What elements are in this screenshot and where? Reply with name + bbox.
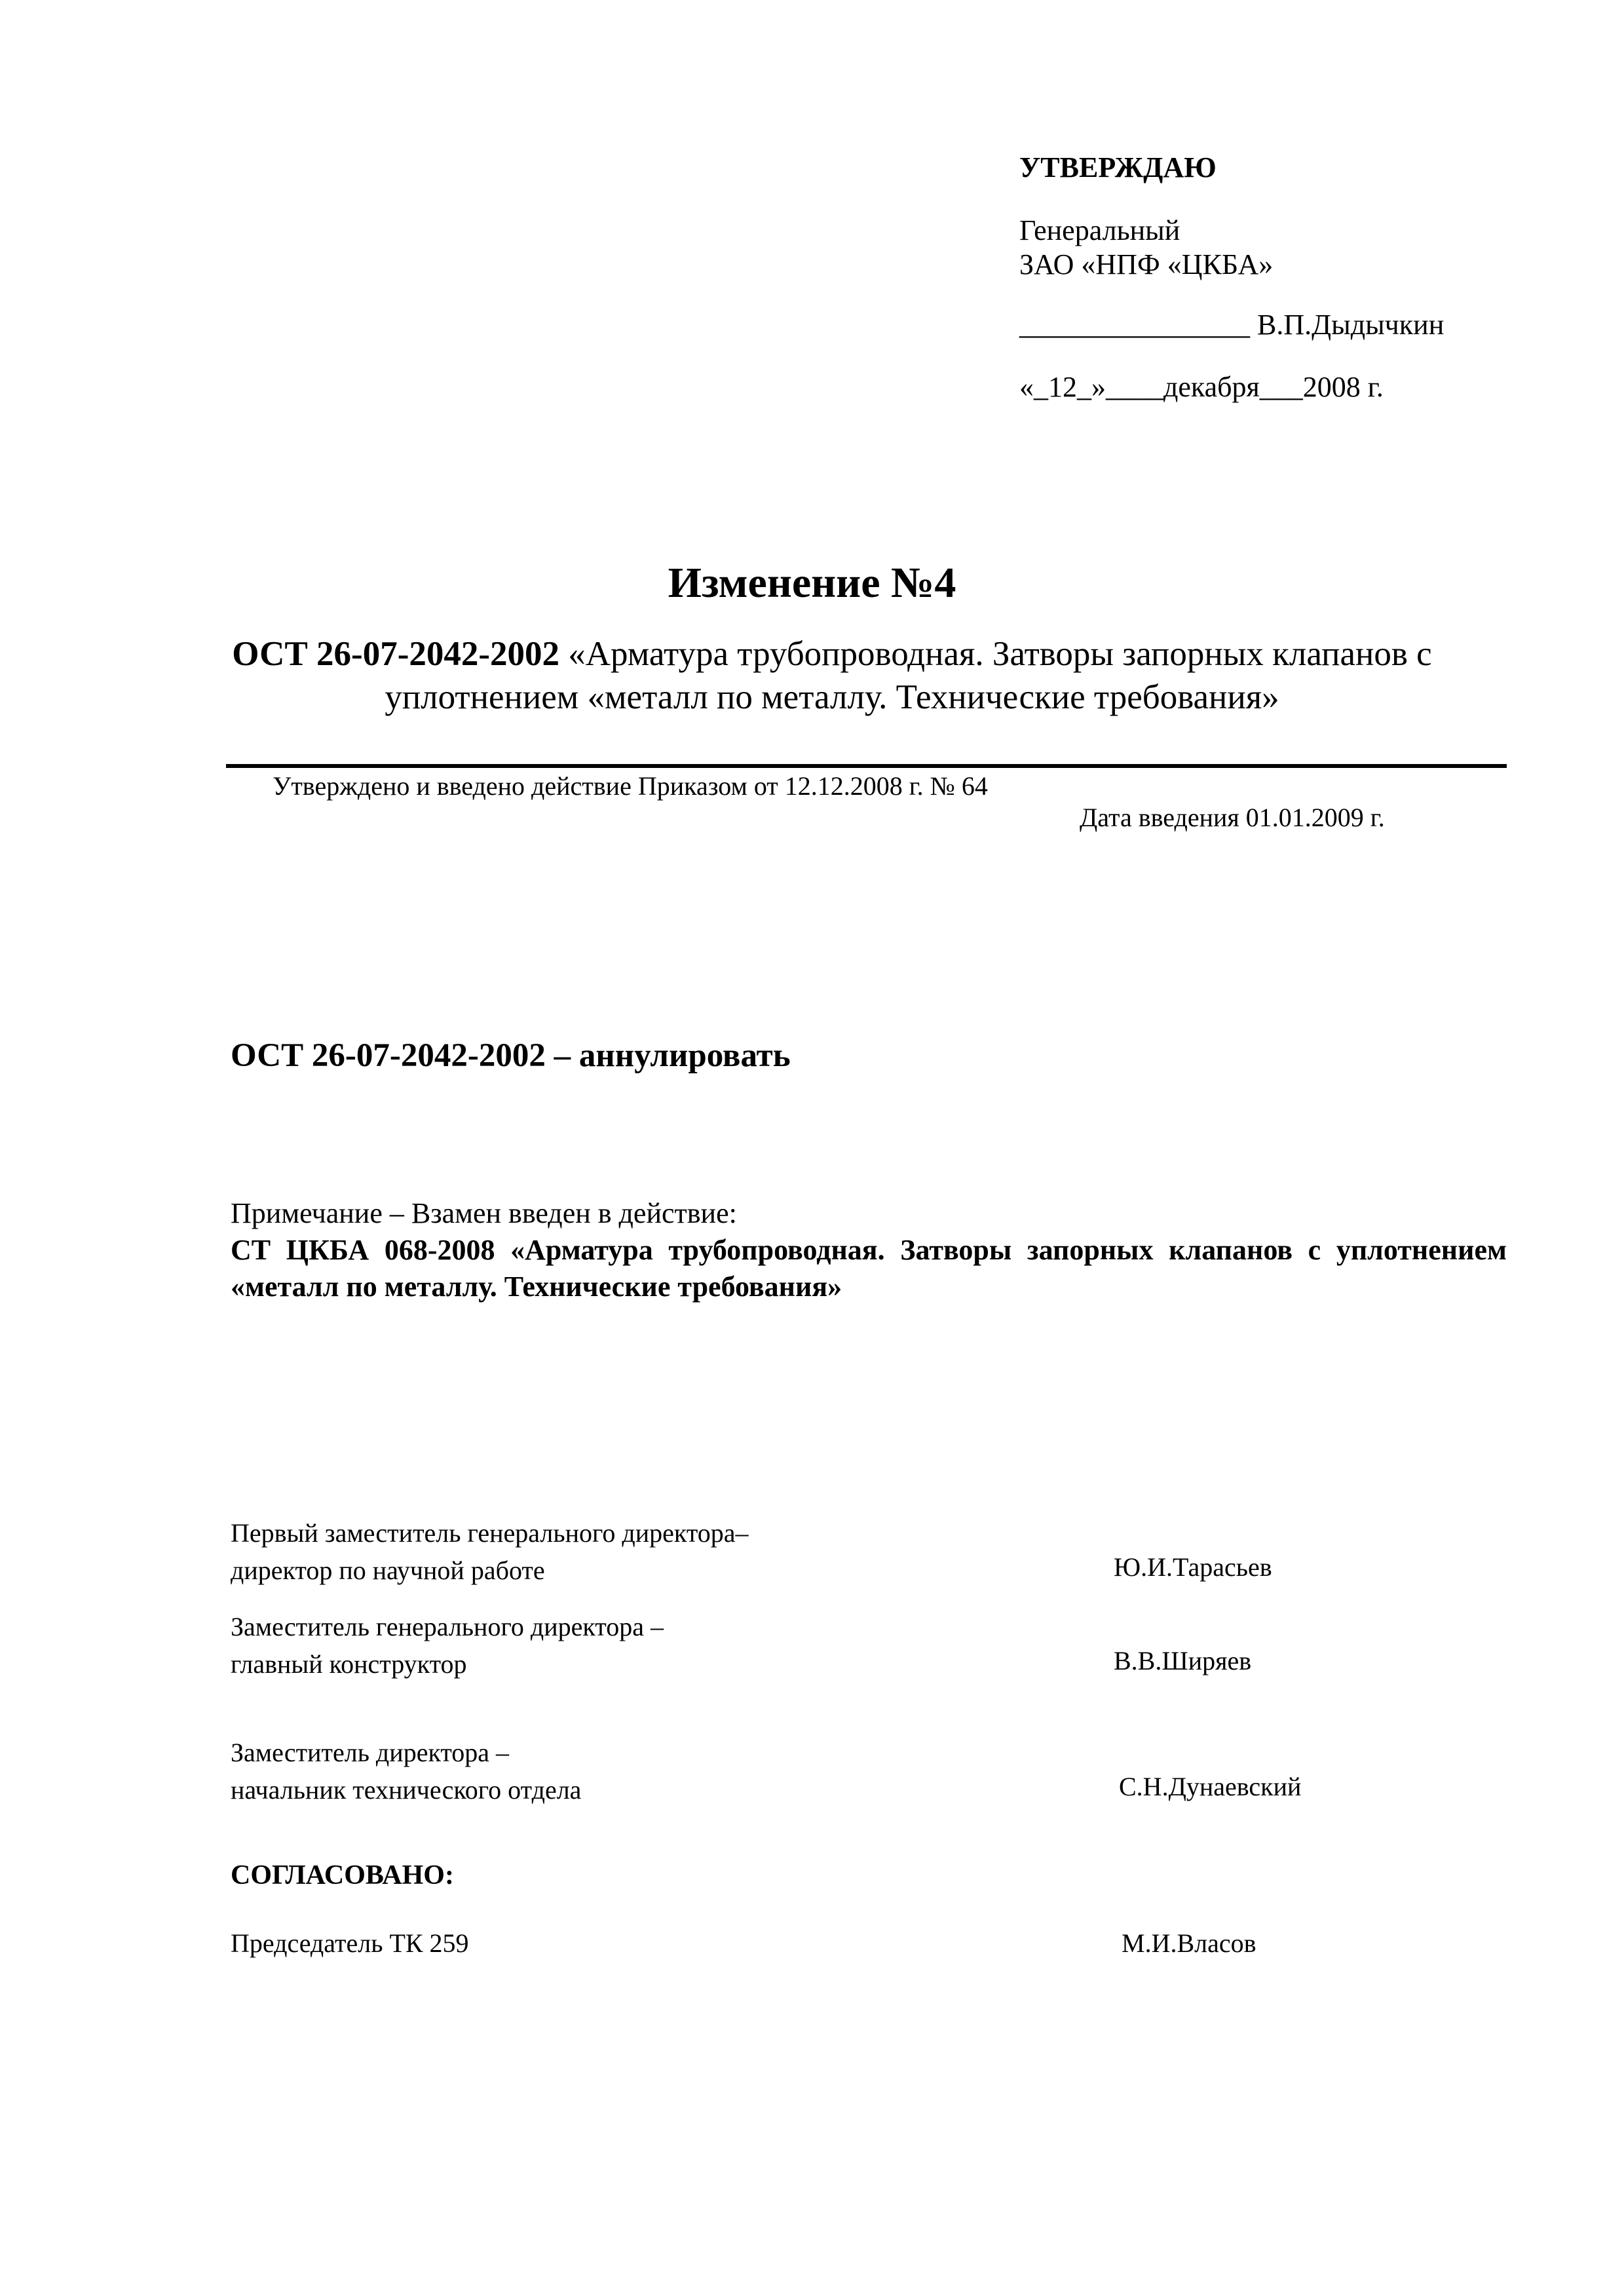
approver-organization: ЗАО «НПФ «ЦКБА» xyxy=(1019,248,1274,280)
position-line: Заместитель генерального директора – xyxy=(231,1612,664,1641)
position-line: Заместитель директора – xyxy=(231,1738,510,1767)
signatory-name: С.Н.Дунаевский xyxy=(1119,1772,1302,1801)
approver-signature-line: ________________ В.П.Дыдычкин xyxy=(1019,309,1445,341)
approver-position-line1: Генеральный xyxy=(1019,214,1180,246)
position-line: главный конструктор xyxy=(231,1649,467,1679)
approved-order-text: Утверждено и введено действие Приказом от 12.12.2008 г. № 64 xyxy=(273,771,988,801)
signatory-position xyxy=(231,1734,581,1808)
position-line: начальник технического отдела xyxy=(231,1775,582,1805)
horizontal-rule xyxy=(226,764,1507,768)
annulment-statement: ОСТ 26-07-2042-2002 – аннулировать xyxy=(231,1037,791,1074)
signatory-position xyxy=(231,1514,749,1589)
standard-code: ОСТ 26-07-2042-2002 xyxy=(232,635,559,673)
signatory-position xyxy=(231,1608,664,1683)
document-subtitle xyxy=(197,632,1467,719)
approval-title: УТВЕРЖДАЮ xyxy=(1019,151,1217,183)
approval-date: «_12_»____декабря___2008 г. xyxy=(1019,371,1384,403)
note-label: Примечание – Взамен введен в действие: xyxy=(231,1197,737,1229)
position-line: Первый заместитель генерального директора– xyxy=(231,1518,749,1548)
signatory-name: Ю.И.Тарасьев xyxy=(1114,1552,1272,1582)
position-line: директор по научной работе xyxy=(231,1556,545,1585)
signatory-name: В.В.Ширяев xyxy=(1114,1646,1252,1675)
note-body: СТ ЦКБА 068-2008 «Арматура трубопроводная. Затворы запорных клапанов с уплотнением «металл по металлу. Технические требования» xyxy=(231,1234,1507,1303)
committee-chair-position: Председатель ТК 259 xyxy=(231,1928,469,1958)
introduction-date: Дата введения 01.01.2009 г. xyxy=(1080,803,1385,832)
committee-chair-name: М.И.Власов xyxy=(1122,1928,1256,1958)
standard-name: «Арматура трубопроводная. Затворы запорных клапанов с уплотнением «металл по металлу. Технические требования» xyxy=(385,635,1432,716)
agreed-title: СОГЛАСОВАНО: xyxy=(231,1860,454,1890)
document-title: Изменение №4 xyxy=(668,559,956,607)
